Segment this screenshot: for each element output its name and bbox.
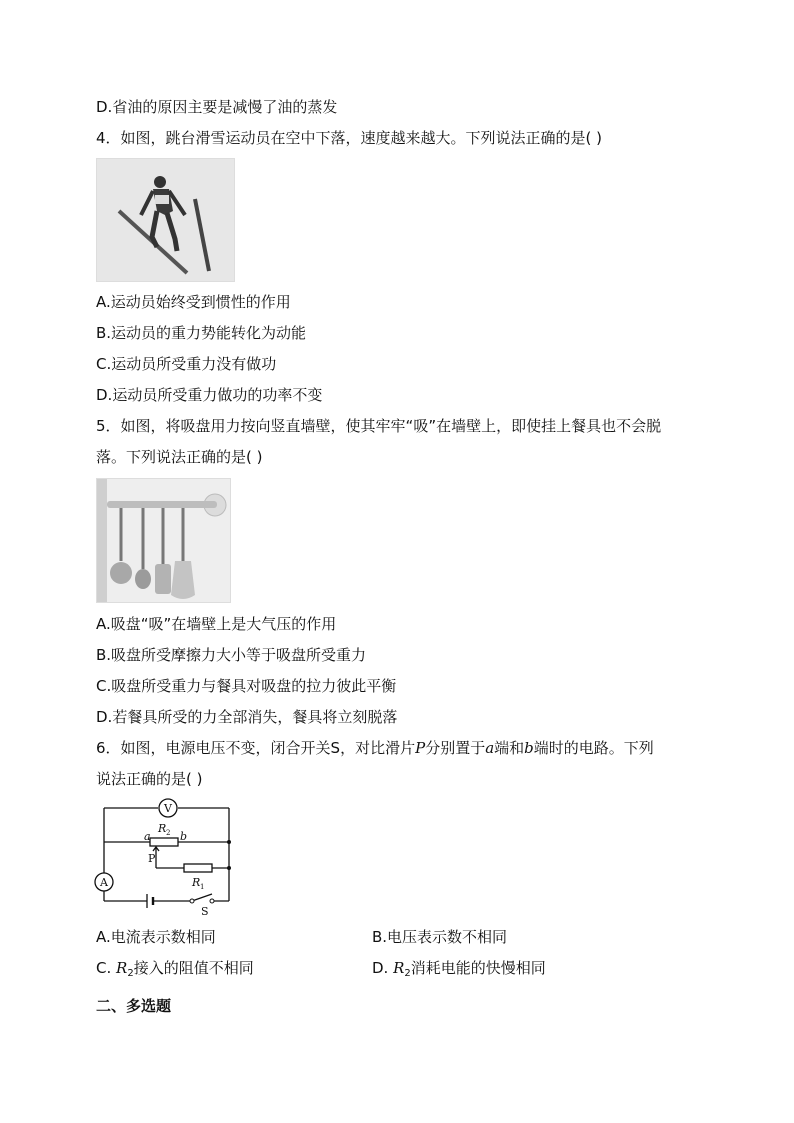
r1-subscript: 1 [200, 883, 205, 891]
switch-symbol: S [330, 739, 341, 757]
r1-label: R [192, 876, 201, 889]
q6-option-c-text: 接入的阻值不相同 [133, 959, 254, 977]
q3-option-d: D.省油的原因主要是减慢了油的蒸发 [96, 98, 338, 116]
q6-stem-line1 [96, 737, 654, 759]
q4-option-d: D.运动员所受重力做功的功率不变 [96, 386, 323, 404]
q4-option-a: A.运动员始终受到惯性的作用 [96, 293, 291, 311]
q6-stem-text: ，对比滑片 [340, 739, 416, 757]
q6-stem-text: 端时的电路。下列 [533, 739, 654, 757]
q4-option-c: C.运动员所受重力没有做功 [96, 355, 277, 373]
slider-label: P [148, 852, 156, 865]
switch-label: S [201, 905, 209, 918]
suction-cup-rack-photo [96, 478, 231, 603]
section-title: 二、多选题 [96, 997, 172, 1015]
q6-option-d-text: 消耗电能的快慢相同 [410, 959, 546, 977]
q5-option-b: B.吸盘所受摩擦力大小等于吸盘所受重力 [96, 646, 367, 664]
q5-stem-line2: 落。下列说法正确的是( ) [96, 448, 263, 466]
r2-symbol: R [116, 959, 128, 977]
q6-stem-text: 端和 [494, 739, 525, 757]
voltmeter-label: V [164, 802, 172, 815]
q5-option-d: D.若餐具所受的力全部消失，餐具将立刻脱落 [96, 708, 398, 726]
r2-subscript: 2 [127, 968, 134, 979]
r2-symbol: R [393, 959, 405, 977]
q6-stem-text: 分别置于 [425, 739, 486, 757]
r2-subscript: 2 [404, 968, 411, 979]
q6-option-d-letter: D. [372, 959, 389, 977]
q6-option-d [372, 957, 546, 985]
q6-stem-text: 6．如图，电源电压不变，闭合开关 [96, 739, 331, 757]
circuit-diagram [92, 798, 242, 920]
r2-label: R [158, 822, 167, 835]
r2-subscript: 2 [166, 829, 171, 837]
ammeter-label: A [100, 876, 108, 889]
q5-option-a: A.吸盘“吸”在墙壁上是大气压的作用 [96, 615, 337, 633]
q6-stem-line2: 说法正确的是( ) [96, 770, 203, 788]
q6-option-a: A.电流表示数相同 [96, 928, 216, 946]
q6-option-c-letter: C. [96, 959, 112, 977]
slider-symbol: P [415, 739, 426, 757]
q6-option-c [96, 957, 254, 985]
q6-option-b: B.电压表示数不相同 [372, 928, 508, 946]
q5-option-c: C.吸盘所受重力与餐具对吸盘的拉力彼此平衡 [96, 677, 397, 695]
ski-jumper-photo [96, 158, 235, 282]
terminal-b-symbol: b [524, 739, 534, 757]
terminal-a-label: a [144, 830, 151, 843]
q4-option-b: B.运动员的重力势能转化为动能 [96, 324, 307, 342]
q4-stem: 4．如图，跳台滑雪运动员在空中下落，速度越来越大。下列说法正确的是( ) [96, 129, 603, 147]
q5-stem-line1: 5．如图，将吸盘用力按向竖直墙壁，使其牢牢“吸”在墙壁上，即使挂上餐具也不会脱 [96, 417, 662, 435]
terminal-b-label: b [180, 830, 188, 843]
terminal-a-symbol: a [485, 739, 495, 757]
